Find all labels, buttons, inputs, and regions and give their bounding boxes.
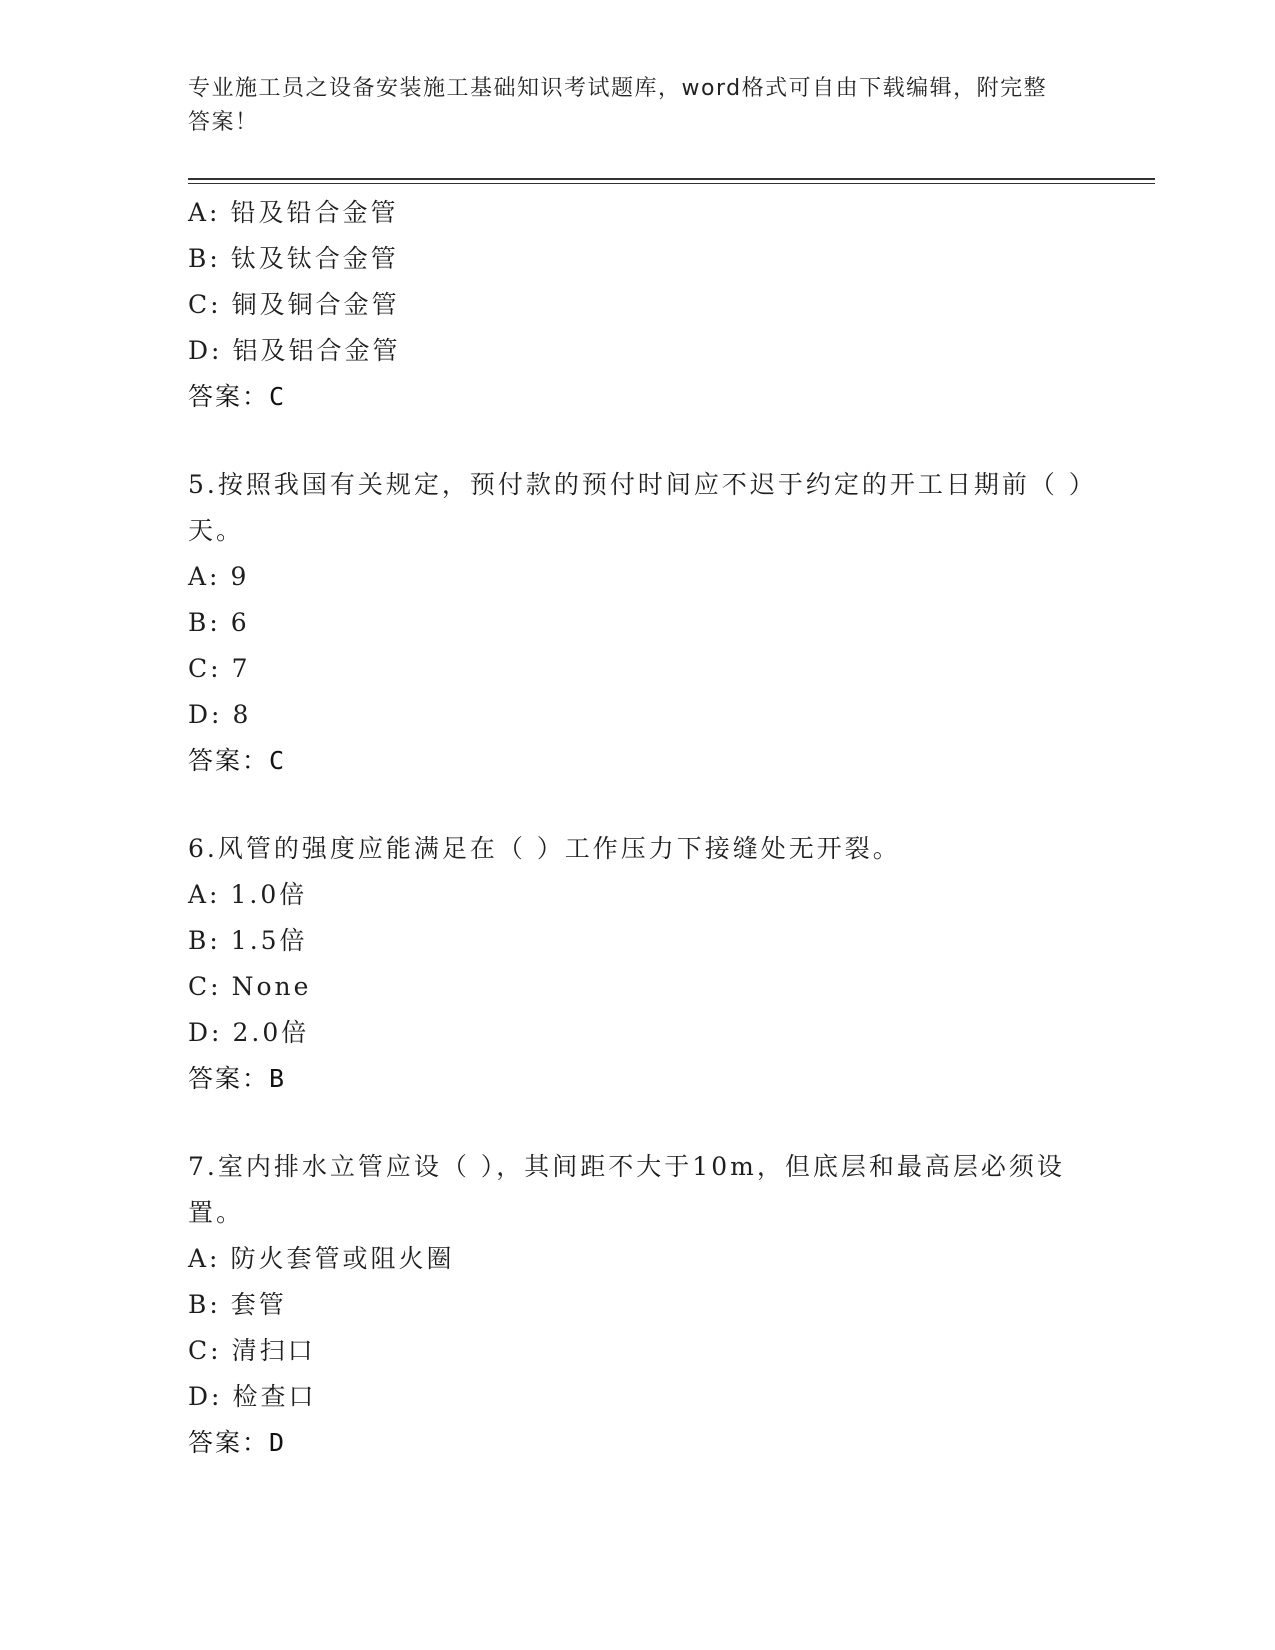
option-text: 钛及钛合金管: [230, 244, 399, 273]
question-text: 5.按照我国有关规定，预付款的预付时间应不迟于约定的开工日期前（ ）天。: [188, 470, 1085, 545]
option-label: B:: [188, 1290, 221, 1319]
answer-line: [188, 738, 1088, 784]
option-label: C:: [188, 972, 222, 1001]
option-label: A:: [188, 198, 221, 227]
question-block-7: [188, 1144, 1088, 1466]
option-label: A:: [188, 880, 221, 909]
option-label: D:: [188, 700, 223, 729]
option-label: D:: [188, 1382, 223, 1411]
option-text: 1.0倍: [230, 880, 308, 909]
question-block-6: [188, 826, 1088, 1102]
option-text: 清扫口: [231, 1336, 316, 1365]
option-text: 铅及铅合金管: [230, 198, 399, 227]
option-label: B:: [188, 926, 221, 955]
answer-value: C: [269, 382, 287, 411]
option-a: [188, 190, 1088, 236]
option-text: 9: [230, 562, 250, 591]
document-header: 专业施工员之设备安装施工基础知识考试题库，word格式可自由下载编辑，附完整答案！: [188, 76, 1048, 135]
header-divider-thin: [188, 183, 1155, 184]
option-c: [188, 646, 1088, 692]
option-label: C:: [188, 290, 222, 319]
option-label: D:: [188, 336, 223, 365]
option-text: 铝及铝合金管: [232, 336, 401, 365]
answer-value: D: [269, 1428, 287, 1457]
option-b: [188, 918, 1088, 964]
option-a: [188, 554, 1088, 600]
option-label: A:: [188, 1244, 221, 1273]
question-block-5: [188, 462, 1088, 784]
option-text: 8: [232, 700, 252, 729]
answer-label: 答案：: [188, 746, 270, 775]
option-label: D:: [188, 1018, 223, 1047]
option-text: 防火套管或阻火圈: [230, 1244, 455, 1273]
question-list: [188, 190, 1088, 1466]
option-label: B:: [188, 608, 221, 637]
option-c: [188, 964, 1088, 1010]
option-text: 套管: [230, 1290, 287, 1319]
option-b: [188, 600, 1088, 646]
option-a: [188, 872, 1088, 918]
answer-label: 答案：: [188, 1064, 270, 1093]
option-text: 6: [230, 608, 250, 637]
option-b: [188, 236, 1088, 282]
option-text: 铜及铜合金管: [231, 290, 400, 319]
option-text: None: [231, 972, 312, 1001]
option-label: C:: [188, 654, 222, 683]
question-text: 6.风管的强度应能满足在（ ）工作压力下接缝处无开裂。: [188, 834, 901, 863]
option-d: [188, 1010, 1088, 1056]
option-text: 检查口: [232, 1382, 317, 1411]
option-c: [188, 1328, 1088, 1374]
option-b: [188, 1282, 1088, 1328]
answer-line: [188, 1420, 1088, 1466]
answer-label: 答案：: [188, 382, 270, 411]
answer-label: 答案：: [188, 1428, 270, 1457]
question-block-continued: [188, 190, 1088, 420]
option-text: 7: [231, 654, 251, 683]
option-d: [188, 1374, 1088, 1420]
answer-value: B: [269, 1064, 287, 1093]
option-label: B:: [188, 244, 221, 273]
answer-value: C: [269, 746, 287, 775]
option-d: [188, 692, 1088, 738]
option-text: 2.0倍: [232, 1018, 310, 1047]
option-label: C:: [188, 1336, 222, 1365]
option-a: [188, 1236, 1088, 1282]
answer-line: [188, 1056, 1088, 1102]
question-text: 7.室内排水立管应设（ ），其间距不大于10m，但底层和最高层必须设置。: [188, 1152, 1065, 1227]
option-text: 1.5倍: [230, 926, 308, 955]
answer-line: [188, 374, 1088, 420]
option-d: [188, 328, 1088, 374]
option-label: A:: [188, 562, 221, 591]
header-divider-thick: [188, 178, 1155, 180]
option-c: [188, 282, 1088, 328]
